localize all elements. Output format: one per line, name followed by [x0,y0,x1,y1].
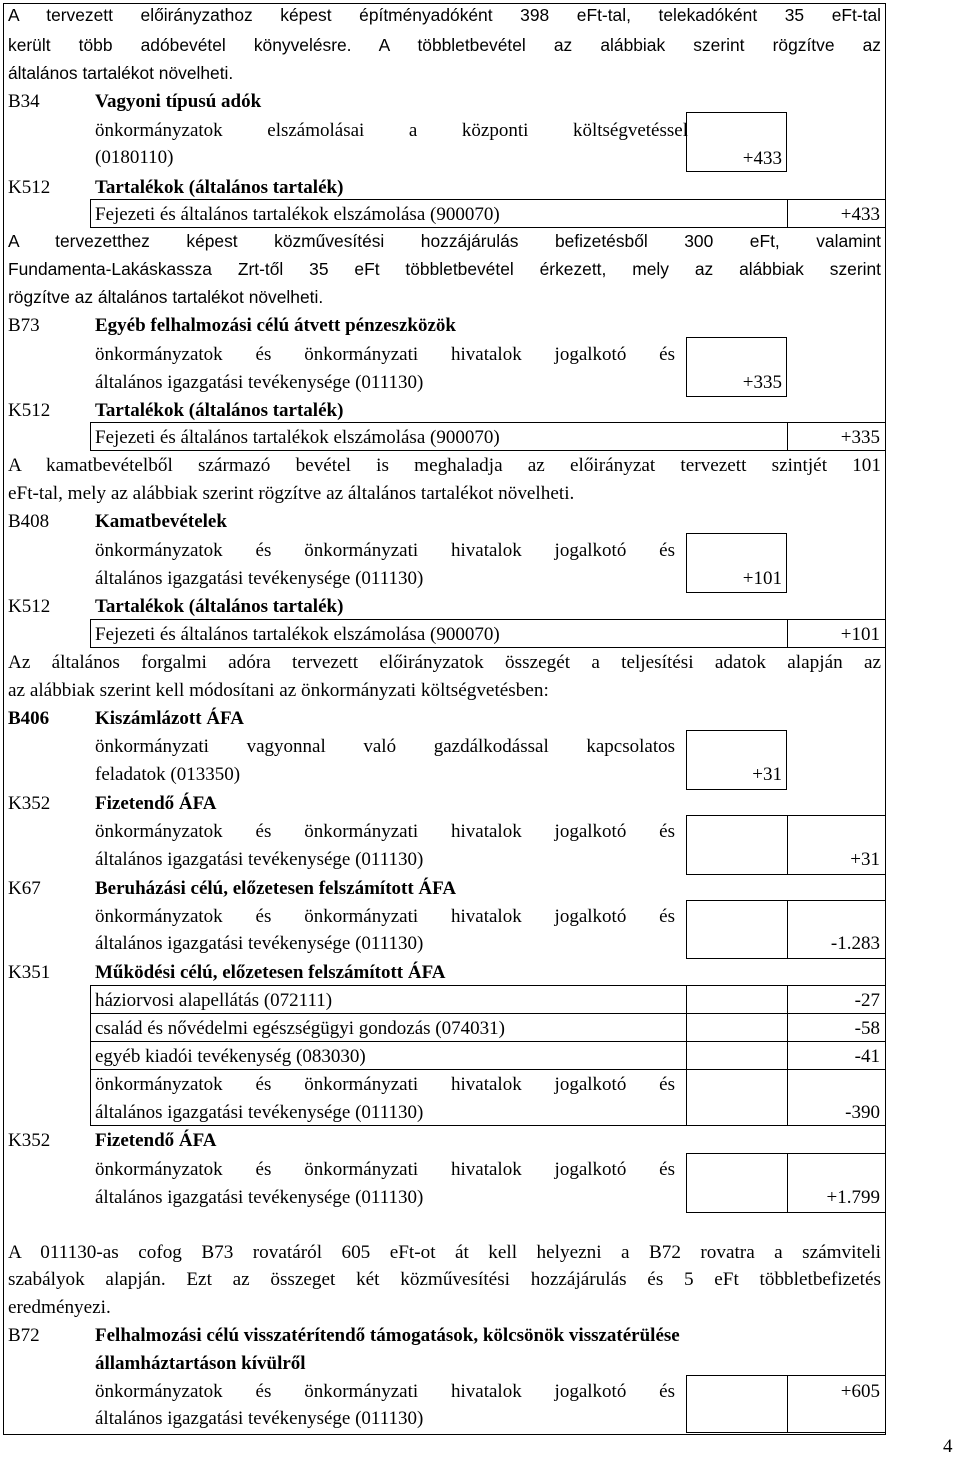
row-rule [787,422,788,450]
account-title: Fizetendő ÁFA [95,793,217,814]
paragraph-line: szabályok alapján. Ezt az összeget két közművesítési hozzájárulás és 5 eFt többletbefizetés [8,1269,881,1290]
row-rule [90,450,886,451]
amount-value: +31 [752,764,782,785]
paragraph-line: eFt-tal, mely az alábbiak szerint rögzítve az általános tartalékot növelheti. [8,483,575,504]
row-rule [90,1125,886,1126]
amount-value: +1.799 [826,1187,880,1208]
row-rule [787,619,788,647]
account-title: Kiszámlázott ÁFA [95,708,244,729]
entry-description: önkormányzatok és önkormányzati hivatalok jogalkotó és [95,1381,675,1402]
row-rule [90,619,886,620]
account-code: B406 [8,708,50,729]
paragraph-line: általános tartalékot növelheti. [8,63,234,83]
row-rule [90,199,91,227]
entry-description: önkormányzatok és önkormányzati hivatalok jogalkotó és [95,344,675,365]
account-code: B73 [8,315,40,336]
page-number: 4 [943,1436,953,1457]
row-rule [90,985,886,986]
account-code: K352 [8,793,51,814]
paragraph-line: Fundamenta-Lakáskassza Zrt-től 35 eFt többletbevétel érkezett, mely az alábbiak szerint [8,259,881,279]
row-rule [787,900,788,959]
account-code: K351 [8,962,51,983]
row-rule [90,1069,886,1070]
amount-value: +335 [742,372,782,393]
entry-description: általános igazgatási tevékenysége (011130) [95,1102,424,1123]
entry-description: háziorvosi alapellátás (072111) [95,990,333,1011]
entry-description: (0180110) [95,147,174,168]
amount-value: +433 [742,148,782,169]
amount-value: -27 [854,990,880,1011]
row-rule [90,647,886,648]
amount-value: +433 [840,204,880,225]
account-title: Beruházási célú, előzetesen felszámított ÁFA [95,878,457,899]
paragraph-line: A kamatbevételből származó bevétel is meghaladja az előirányzat tervezett szintjét 101 [8,455,881,476]
row-rule [787,1375,788,1433]
entry-description: általános igazgatási tevékenysége (011130) [95,372,424,393]
row-rule [90,1013,886,1014]
entry-description: Fejezeti és általános tartalékok elszámolása (900070) [95,427,500,448]
account-code: K512 [8,596,51,617]
paragraph-line: Az általános forgalmi adóra tervezett előirányzatok összegét a teljesítési adatok alapján az [8,652,881,673]
row-rule [90,619,91,647]
account-code: B34 [8,91,40,112]
account-code: K352 [8,1130,51,1151]
row-rule [90,985,91,1125]
entry-description: általános igazgatási tevékenysége (011130) [95,849,424,870]
entry-description: önkormányzatok és önkormányzati hivatalok jogalkotó és [95,821,675,842]
row-rule [90,227,886,228]
row-rule [787,1153,788,1213]
paragraph-line: A tervezett előirányzathoz képest építményadóként 398 eFt-tal, telekadóként 35 eFt-tal [8,5,881,25]
account-code: B408 [8,511,50,532]
amount-value: +605 [840,1381,880,1402]
account-title: Egyéb felhalmozási célú átvett pénzeszközök [95,315,456,336]
row-rule [787,985,788,1125]
row-rule [90,199,886,200]
account-code: K512 [8,177,51,198]
amount-value: +31 [850,849,880,870]
entry-description: család és nővédelmi egészségügyi gondozás (074031) [95,1018,505,1039]
entry-description: önkormányzati vagyonnal való gazdálkodással kapcsolatos [95,736,675,757]
row-rule [90,422,91,450]
entry-description: önkormányzatok és önkormányzati hivatalok jogalkotó és [95,906,675,927]
amount-value: +101 [742,568,782,589]
entry-description: általános igazgatási tevékenysége (011130) [95,568,424,589]
account-title: Tartalékok (általános tartalék) [95,400,344,421]
entry-description: önkormányzatok és önkormányzati hivatalok jogalkotó és [95,540,675,561]
entry-description: önkormányzatok és önkormányzati hivatalok jogalkotó és [95,1074,675,1095]
amount-value: -390 [845,1102,880,1123]
row-rule [787,199,788,227]
paragraph-line: rögzítve az általános tartalékot növelheti. [8,287,324,307]
paragraph-line: A 011130-as cofog B73 rovatáról 605 eFt-ot át kell helyezni a B72 rovatra a számviteli [8,1242,881,1263]
paragraph-line: eredményezi. [8,1297,111,1318]
paragraph-line: az alábbiak szerint kell módosítani az önkormányzati költségvetésben: [8,680,549,701]
paragraph-line: került több adóbevétel könyvelésre. A többletbevétel az alábbiak szerint rögzítve az [8,35,881,55]
account-code: K67 [8,878,41,899]
amount-value: -1.283 [830,933,880,954]
amount-value: -41 [854,1046,880,1067]
row-rule [90,422,886,423]
account-title: Működési célú, előzetesen felszámított ÁFA [95,962,446,983]
entry-description: egyéb kiadói tevékenység (083030) [95,1046,366,1067]
entry-description: Fejezeti és általános tartalékok elszámolása (900070) [95,624,500,645]
entry-description: általános igazgatási tevékenysége (011130) [95,1408,424,1429]
amount-value: -58 [854,1018,880,1039]
account-code: B72 [8,1325,40,1346]
entry-description: önkormányzatok elszámolásai a központi költségvetéssel [95,120,688,141]
entry-description: általános igazgatási tevékenysége (011130) [95,1187,424,1208]
account-title: Kamatbevételek [95,511,227,532]
account-code: K512 [8,400,51,421]
entry-description: Fejezeti és általános tartalékok elszámolása (900070) [95,204,500,225]
row-rule [90,1041,886,1042]
row-rule [787,815,788,875]
account-title: Tartalékok (általános tartalék) [95,596,344,617]
amount-value: +101 [840,624,880,645]
account-title: Tartalékok (általános tartalék) [95,177,344,198]
entry-description: általános igazgatási tevékenysége (011130) [95,933,424,954]
account-title: Felhalmozási célú visszatérítendő támogatások, kölcsönök visszatérülése [95,1325,680,1346]
row-rule [686,985,687,1125]
account-title: államháztartáson kívülről [95,1353,306,1374]
amount-value: +335 [840,427,880,448]
account-title: Vagyoni típusú adók [95,91,262,112]
paragraph-line: A tervezetthez képest közművesítési hozzájárulás befizetésből 300 eFt, valamint [8,231,881,251]
account-title: Fizetendő ÁFA [95,1130,217,1151]
entry-description: feladatok (013350) [95,764,241,785]
entry-description: önkormányzatok és önkormányzati hivatalok jogalkotó és [95,1159,675,1180]
